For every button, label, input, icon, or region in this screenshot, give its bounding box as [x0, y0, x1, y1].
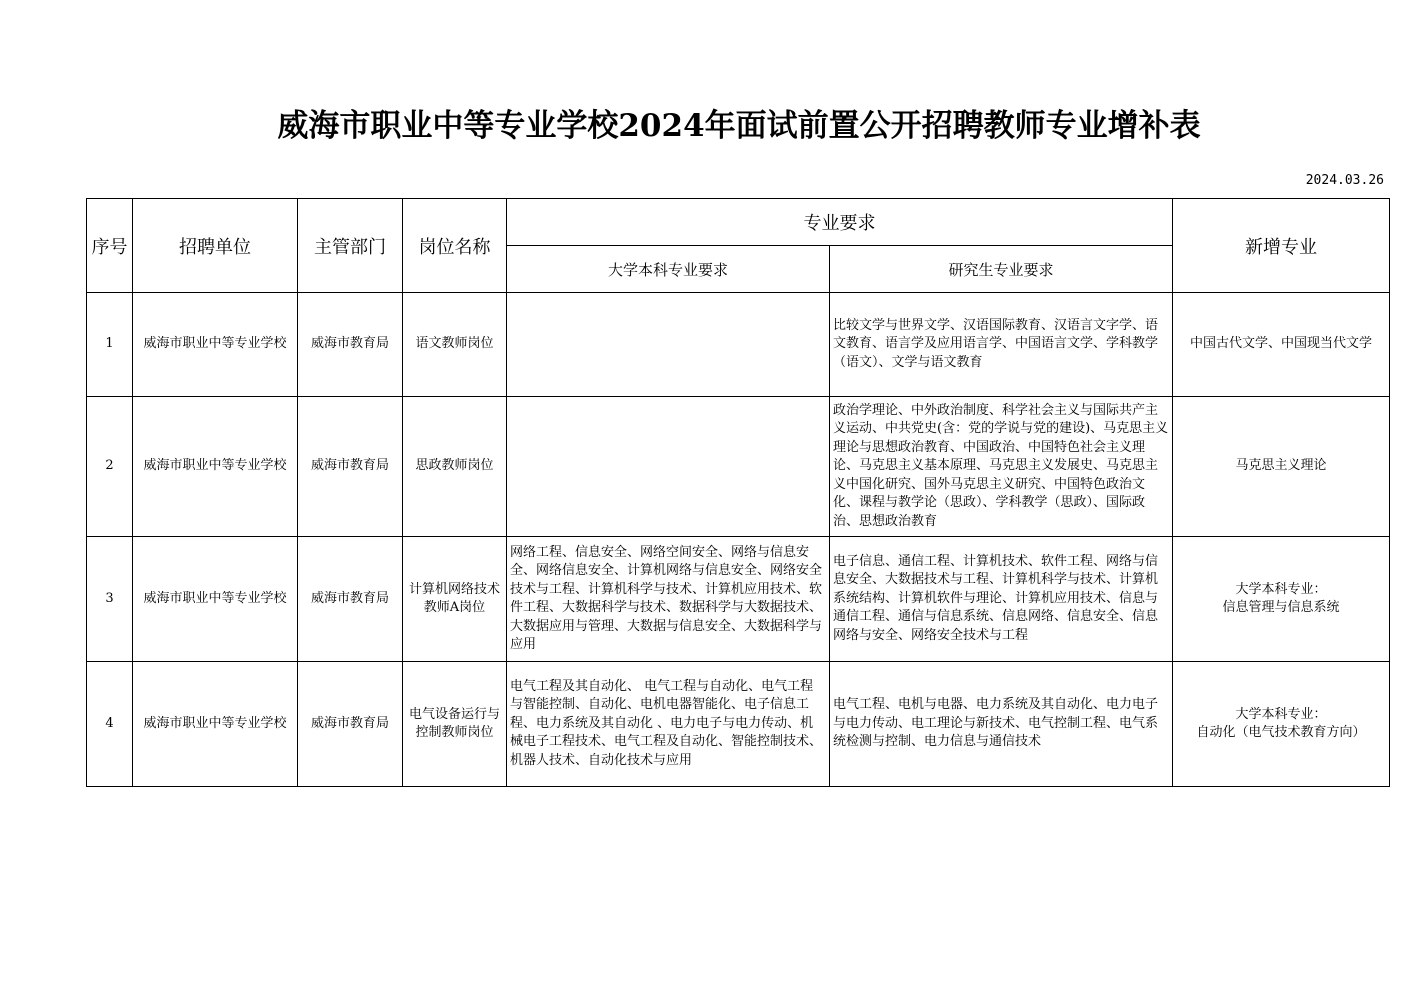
- header-post: 岗位名称: [403, 199, 507, 293]
- row-added: 马克思主义理论: [1173, 397, 1390, 537]
- table-row: [87, 397, 1390, 537]
- row-dept: 威海市教育局: [298, 293, 403, 397]
- row-grad: 电气工程、电机与电器、电力系统及其自动化、电力电子与电力传动、电工理论与新技术、电气控制工程、电气系统检测与控制、电力信息与通信技术: [830, 662, 1173, 787]
- header-added-majors: 新增专业: [1173, 199, 1390, 293]
- row-undergrad: [507, 293, 830, 397]
- row-dept: 威海市教育局: [298, 537, 403, 662]
- row-grad: 电子信息、通信工程、计算机技术、软件工程、网络与信息安全、大数据技术与工程、计算机科学与技术、计算机系统结构、计算机软件与理论、计算机应用技术、信息与通信工程、通信与信息系统、信息网络、信息安全、信息网络与安全、网络安全技术与工程: [830, 537, 1173, 662]
- row-unit: 威海市职业中等专业学校: [133, 537, 298, 662]
- document-date: 2024.03.26: [1305, 173, 1384, 188]
- header-major-requirements: 专业要求: [507, 199, 1173, 246]
- row-added-line2: 自动化（电气技术教育方向）: [1196, 725, 1366, 740]
- row-unit: 威海市职业中等专业学校: [133, 397, 298, 537]
- row-post: 思政教师岗位: [403, 397, 507, 537]
- row-added: [1173, 537, 1390, 662]
- row-added-line1: 大学本科专业：: [1235, 706, 1327, 722]
- row-unit: 威海市职业中等专业学校: [133, 293, 298, 397]
- row-seq: 1: [87, 293, 133, 397]
- row-seq: 3: [87, 537, 133, 662]
- table-row: [87, 293, 1390, 397]
- header-undergrad: 大学本科专业要求: [507, 246, 830, 293]
- row-seq: 2: [87, 397, 133, 537]
- row-post: 电气设备运行与控制教师岗位: [403, 662, 507, 787]
- row-post: 计算机网络技术教师A岗位: [403, 537, 507, 662]
- header-grad: 研究生专业要求: [830, 246, 1173, 293]
- page-title: 威海市职业中等专业学校2024年面试前置公开招聘教师专业增补表: [277, 108, 1201, 144]
- row-undergrad: [507, 397, 830, 537]
- header-unit: 招聘单位: [133, 199, 298, 293]
- row-dept: 威海市教育局: [298, 662, 403, 787]
- row-dept: 威海市教育局: [298, 397, 403, 537]
- table-row: [87, 537, 1390, 662]
- row-undergrad: 网络工程、信息安全、网络空间安全、网络与信息安全、网络信息安全、计算机网络与信息安全、网络安全技术与工程、计算机科学与技术、计算机应用技术、软件工程、大数据科学与技术、数据科学与大数据技术、大数据应用与管理、大数据与信息安全、大数据科学与应用: [507, 537, 830, 662]
- row-undergrad: 电气工程及其自动化、 电气工程与自动化、电气工程与智能控制、自动化、电机电器智能化、电子信息工程、电力系统及其自动化 、电力电子与电力传动、机械电子工程技术、电气工程及自动化、智能控制技术、机器人技术、自动化技术与应用: [507, 662, 830, 787]
- header-seq: 序号: [87, 199, 133, 293]
- row-unit: 威海市职业中等专业学校: [133, 662, 298, 787]
- table-row: [87, 662, 1390, 787]
- row-added: 中国古代文学、中国现当代文学: [1173, 293, 1390, 397]
- row-added-line2: 信息管理与信息系统: [1222, 600, 1340, 615]
- row-grad: 比较文学与世界文学、汉语国际教育、汉语言文字学、语文教育、语言学及应用语言学、中国语言文学、学科教学（语文）、文学与语文教育: [830, 293, 1173, 397]
- row-seq: 4: [87, 662, 133, 787]
- row-post: 语文教师岗位: [403, 293, 507, 397]
- header-dept: 主管部门: [298, 199, 403, 293]
- header-row-1: [87, 199, 1390, 246]
- recruitment-table: [86, 198, 1390, 787]
- row-added-line1: 大学本科专业：: [1235, 581, 1327, 597]
- row-added: [1173, 662, 1390, 787]
- row-grad: 政治学理论、中外政治制度、科学社会主义与国际共产主义运动、中共党史(含：党的学说与党的建设)、马克思主义理论与思想政治教育、中国政治、中国特色社会主义理论、马克思主义基本原理、马克思主义发展史、马克思主义中国化研究、国外马克思主义研究、中国特色政治文化、课程与教学论（思政）、学科教学（思政）、国际政治、思想政治教育: [830, 397, 1173, 537]
